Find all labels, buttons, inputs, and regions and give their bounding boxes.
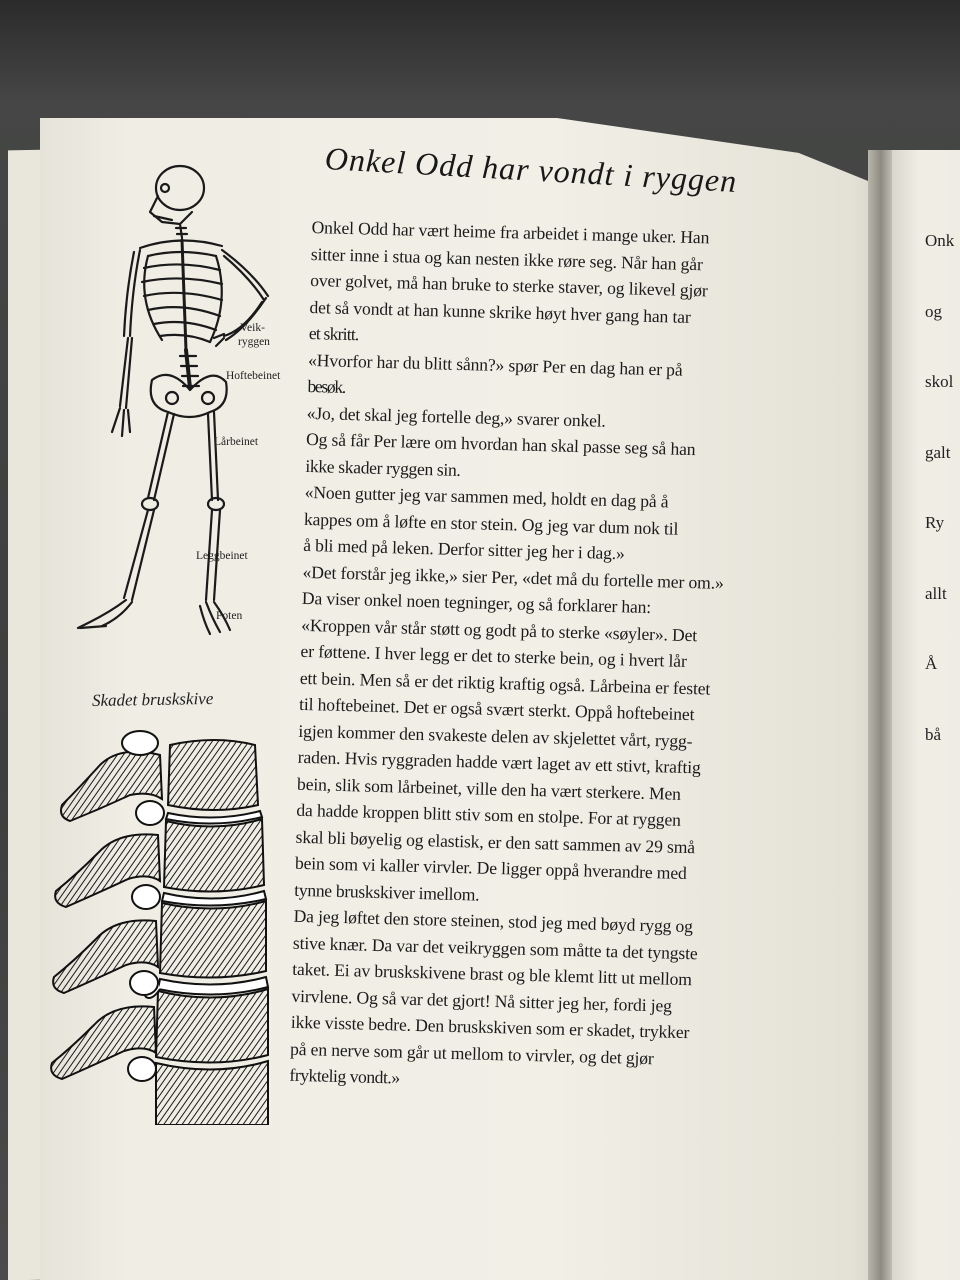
next-page-fragment: Å <box>925 654 938 673</box>
next-page-fragment: Onk <box>925 231 955 250</box>
body-line: Da jeg løftet den store steinen, stod jeg med bøyd rygg og <box>293 905 694 937</box>
body-line: er føttene. I hver legg er det to sterke bein, og i hvert lår <box>300 640 688 671</box>
next-page-fragment: Ry <box>925 513 945 532</box>
body-line: raden. Hvis ryggraden hadde vært laget av ett stivt, kraftig <box>297 746 702 778</box>
next-page-text <box>925 182 960 770</box>
body-text <box>289 214 812 1101</box>
body-line: på en nerve som går ut mellom to virvler, og det gjør <box>289 1038 654 1068</box>
next-page-fragment: og <box>925 301 942 321</box>
skeleton-illustration <box>40 160 300 640</box>
body-line: tynne bruskskiver imellom. <box>294 879 480 905</box>
body-line: over golvet, må han bruke to sterke staver, og likevel gjør <box>310 269 708 301</box>
body-line: bein som vi kaller virvler. De ligger oppå hverandre med <box>294 852 687 884</box>
next-page-fragment: bå <box>925 724 942 744</box>
body-line: «Kroppen vår står støtt og godt på to sterke «søyler». Det <box>300 614 698 645</box>
body-line: «Det forstår jeg ikke,» sier Per, «det må du fortelle mer om.» <box>302 561 724 593</box>
next-page-fragment: galt <box>925 442 951 462</box>
body-line: et skritt. <box>308 322 359 345</box>
spine-caption: Skadet bruskskive <box>91 688 214 711</box>
label-veikryggen-1: Veik- <box>240 322 265 334</box>
body-line: Da viser onkel noen tegninger, og så forklarer han: <box>301 587 652 618</box>
body-line: Onkel Odd har vært heime fra arbeidet i mange uker. Han <box>311 216 710 248</box>
body-line: fryktelig vondt.» <box>289 1064 400 1088</box>
body-line: kappes om å løfte en stor stein. Og jeg var dum nok til <box>303 508 679 539</box>
body-line: igjen kommer den svakeste delen av skjelettet vårt, rygg- <box>298 720 693 751</box>
page-title: Onkel Odd har vondt i ryggen <box>324 140 739 200</box>
body-line: Og så får Per lære om hvordan han skal passe seg så han <box>305 428 696 460</box>
label-leggbeinet: Leggbeinet <box>196 550 248 562</box>
body-line: til hoftebeinet. Det er også svært sterkt. Oppå hoftebeinet <box>298 693 695 725</box>
label-veikryggen-2: ryggen <box>238 336 270 348</box>
body-line: skal bli bøyelig og elastisk, er den satt sammen av 29 små <box>295 826 696 857</box>
book-gutter <box>868 150 894 1280</box>
body-line: stive knær. Da var det veikryggen som måtte ta det tyngste <box>292 932 698 963</box>
body-line: å bli med på leken. Derfor sitter jeg her i dag.» <box>303 534 625 564</box>
body-line: det så vondt at han kunne skrike høyt hver gang han tar <box>309 296 691 327</box>
next-page-fragment: skol <box>925 372 954 391</box>
body-line: virvlene. Og så var det gjort! Nå sitter jeg her, fordi jeg <box>291 985 673 1016</box>
label-hoftebeinet: Hoftebeinet <box>226 370 281 382</box>
body-line: taket. Ei av bruskskivene brast og ble klemt litt ut mellom <box>291 958 693 990</box>
body-line: ikke skader ryggen sin. <box>305 455 461 480</box>
body-line: «Hvorfor har du blitt sånn?» spør Per en dag han er på <box>307 349 683 380</box>
body-line: «Jo, det skal jeg fortelle deg,» svarer onkel. <box>306 402 606 431</box>
body-line: besøk. <box>307 375 346 397</box>
body-line: «Noen gutter jeg var sammen med, holdt en dag på å <box>304 481 669 512</box>
next-page-fragment: allt <box>925 583 947 603</box>
label-larbeinet: Lårbeinet <box>214 436 259 448</box>
body-line: da hadde kroppen blitt stiv som en stolpe. For at ryggen <box>296 799 682 830</box>
body-line: bein, slik som lårbeinet, ville den ha vært sterkere. Men <box>296 773 682 804</box>
body-line: sitter inne i stua og kan nesten ikke røre seg. Når han går <box>310 243 703 274</box>
spine-illustration <box>40 725 280 1125</box>
body-line: ett bein. Men så er det riktig kraftig også. Lårbeina er festet <box>299 667 711 699</box>
body-line: ikke visste bedre. Den bruskskiven som er skadet, trykker <box>290 1011 690 1043</box>
label-foten: Foten <box>216 610 243 622</box>
